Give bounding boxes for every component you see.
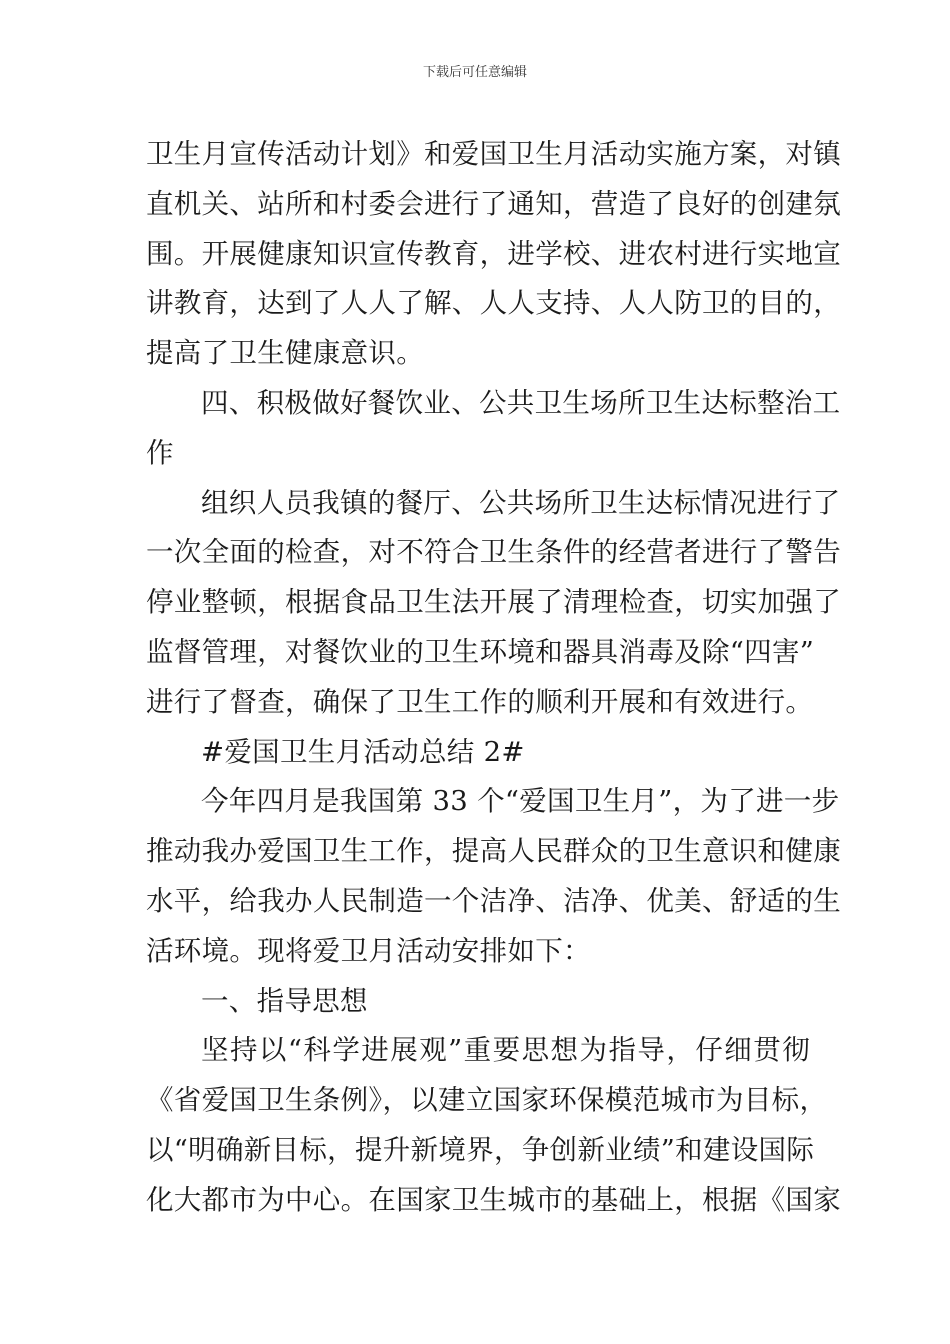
text-line: 今年四月是我国第 33 个“爱国卫生月”，为了进一步: [201, 785, 840, 818]
text-line: 直机关、站所和村委会进行了通知，营造了良好的创建氛: [146, 187, 841, 220]
text-line: 停业整顿，根据食品卫生法开展了清理检查，切实加强了: [146, 586, 841, 619]
text-line: 坚持以“科学进展观”重要思想为指导，仔细贯彻: [201, 1034, 810, 1067]
text-line: 作: [146, 436, 174, 469]
text-line: 提高了卫生健康意识。: [146, 337, 424, 370]
page-header-note: 下载后可任意编辑: [422, 65, 527, 80]
text-line: 一、指导思想: [201, 984, 368, 1017]
text-line: 围。开展健康知识宣传教育，进学校、进农村进行实地宣: [146, 237, 841, 270]
text-line: 《省爱国卫生条例》，以建立国家环保模范城市为目标，: [146, 1084, 828, 1117]
text-line: 讲教育，达到了人人了解、人人支持、人人防卫的目的，: [146, 287, 841, 320]
text-line: 以“明确新目标，提升新境界，争创新业绩”和建设国际: [146, 1133, 815, 1166]
text-line: 组织人员我镇的餐厅、公共场所卫生达标情况进行了: [201, 486, 841, 519]
text-line: 卫生月宣传活动计划》和爱国卫生月活动实施方案，对镇: [146, 138, 841, 170]
text-line: 四、积极做好餐饮业、公共卫生场所卫生达标整治工: [201, 386, 841, 419]
text-line: 化大都市为中心。在国家卫生城市的基础上，根据《国家: [146, 1183, 841, 1216]
text-line: 监督管理，对餐饮业的卫生环境和器具消毒及除“四害”: [146, 635, 815, 668]
text-line: 推动我办爱国卫生工作，提高人民群众的卫生意识和健康: [146, 835, 841, 868]
text-line: #爱国卫生月活动总结 2#: [201, 735, 525, 768]
text-line: 活环境。现将爱卫月活动安排如下：: [146, 934, 591, 967]
text-line: 进行了督查，确保了卫生工作的顺利开展和有效进行。: [146, 685, 814, 718]
text-line: 水平，给我办人民制造一个洁净、洁净、优美、舒适的生: [146, 884, 841, 917]
document-body: [146, 130, 841, 1226]
text-line: 一次全面的检查，对不符合卫生条件的经营者进行了警告: [146, 536, 841, 569]
